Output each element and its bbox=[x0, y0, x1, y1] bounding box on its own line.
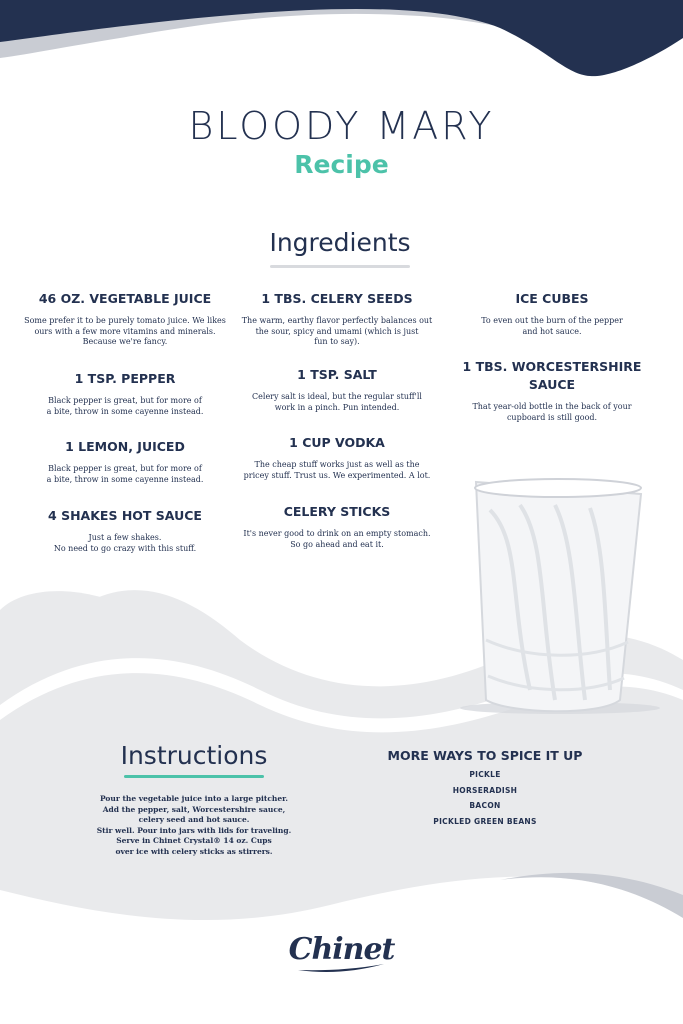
ingredient-item bbox=[10, 507, 240, 554]
ingredient-name: 1 CUP VODKA bbox=[289, 435, 385, 450]
logo-swoosh-icon bbox=[296, 962, 386, 974]
more-ways-title: MORE WAYS TO SPICE IT UP bbox=[387, 748, 583, 763]
ingredient-item bbox=[452, 290, 652, 358]
ingredient-description: Celery salt is ideal, but the regular stuff'll work in a pinch. Pun intended. bbox=[252, 392, 422, 412]
instructions-text: Pour the vegetable juice into a large pitcher. Add the pepper, salt, Worcestershire sauce, celery seed and hot sauce. Stir well. Pour into jars with lids for traveling. Serve in Chinet Crystal® 14 oz. Cups over ice with celery sticks as stirrers. bbox=[96, 794, 292, 856]
ingredient-item bbox=[10, 438, 240, 507]
ingredient-name: 4 SHAKES HOT SAUCE bbox=[48, 508, 202, 523]
ingredient-name: 1 TSP. PEPPER bbox=[74, 371, 176, 386]
ingredient-description: The cheap stuff works just as well as the pricey stuff. Trust us. We experimented. A lot. bbox=[243, 460, 431, 480]
ingredient-name: 1 LEMON, JUICED bbox=[65, 439, 185, 454]
ingredients-underline bbox=[270, 265, 410, 268]
ingredient-description: To even out the burn of the pepper and hot sauce. bbox=[481, 316, 623, 336]
ingredient-item bbox=[10, 370, 240, 438]
more-ways-item: PICKLE bbox=[469, 770, 501, 779]
ingredient-description: Some prefer it to be purely tomato juice. We likes ours with a few more vitamins and minerals. Because we're fancy. bbox=[24, 316, 226, 346]
instructions-heading: Instructions bbox=[120, 741, 268, 770]
ingredient-description: Black pepper is great, but for more of a bite, throw in some cayenne instead. bbox=[46, 464, 204, 484]
more-ways-item: PICKLED GREEN BEANS bbox=[433, 816, 537, 826]
page-title: BLOODY MARY bbox=[188, 104, 495, 148]
ingredient-description: Just a few shakes. No need to go crazy with this stuff. bbox=[53, 533, 197, 553]
ingredient-item bbox=[228, 290, 446, 366]
more-ways-item: HORSERADISH bbox=[452, 785, 518, 795]
ingredients-column-1 bbox=[10, 290, 240, 554]
ingredient-description: It's never good to drink on an empty stomach. So go ahead and eat it. bbox=[243, 529, 431, 549]
more-ways-list bbox=[370, 767, 600, 829]
ingredient-description: Black pepper is great, but for more of a bite, throw in some cayenne instead. bbox=[46, 396, 204, 416]
ingredients-column-2 bbox=[228, 290, 446, 550]
ingredient-name: 46 OZ. VEGETABLE JUICE bbox=[38, 291, 212, 306]
ingredient-item bbox=[228, 503, 446, 550]
more-ways-item: BACON bbox=[469, 801, 501, 810]
chinet-logo: Chinet bbox=[288, 932, 395, 967]
ingredient-item bbox=[228, 366, 446, 434]
ingredient-item bbox=[10, 290, 240, 370]
ingredients-heading: Ingredients bbox=[269, 228, 411, 257]
ingredient-description: The warm, earthy flavor perfectly balances out the sour, spicy and umami (which is just fun to say). bbox=[241, 316, 433, 346]
ingredient-name: 1 TBS. WORCESTERSHIRE SAUCE bbox=[462, 359, 642, 392]
ingredient-name: 1 TBS. CELERY SEEDS bbox=[261, 291, 413, 306]
ingredients-column-3 bbox=[452, 290, 652, 423]
instructions-underline bbox=[124, 775, 264, 778]
ingredient-item bbox=[452, 358, 652, 423]
ingredient-item bbox=[228, 434, 446, 503]
page-subtitle: Recipe bbox=[294, 150, 389, 179]
ingredient-name: ICE CUBES bbox=[515, 291, 589, 306]
ingredient-name: 1 TSP. SALT bbox=[297, 367, 377, 382]
ingredient-name: CELERY STICKS bbox=[283, 504, 391, 519]
ingredient-description: That year-old bottle in the back of your cupboard is still good. bbox=[472, 402, 632, 422]
